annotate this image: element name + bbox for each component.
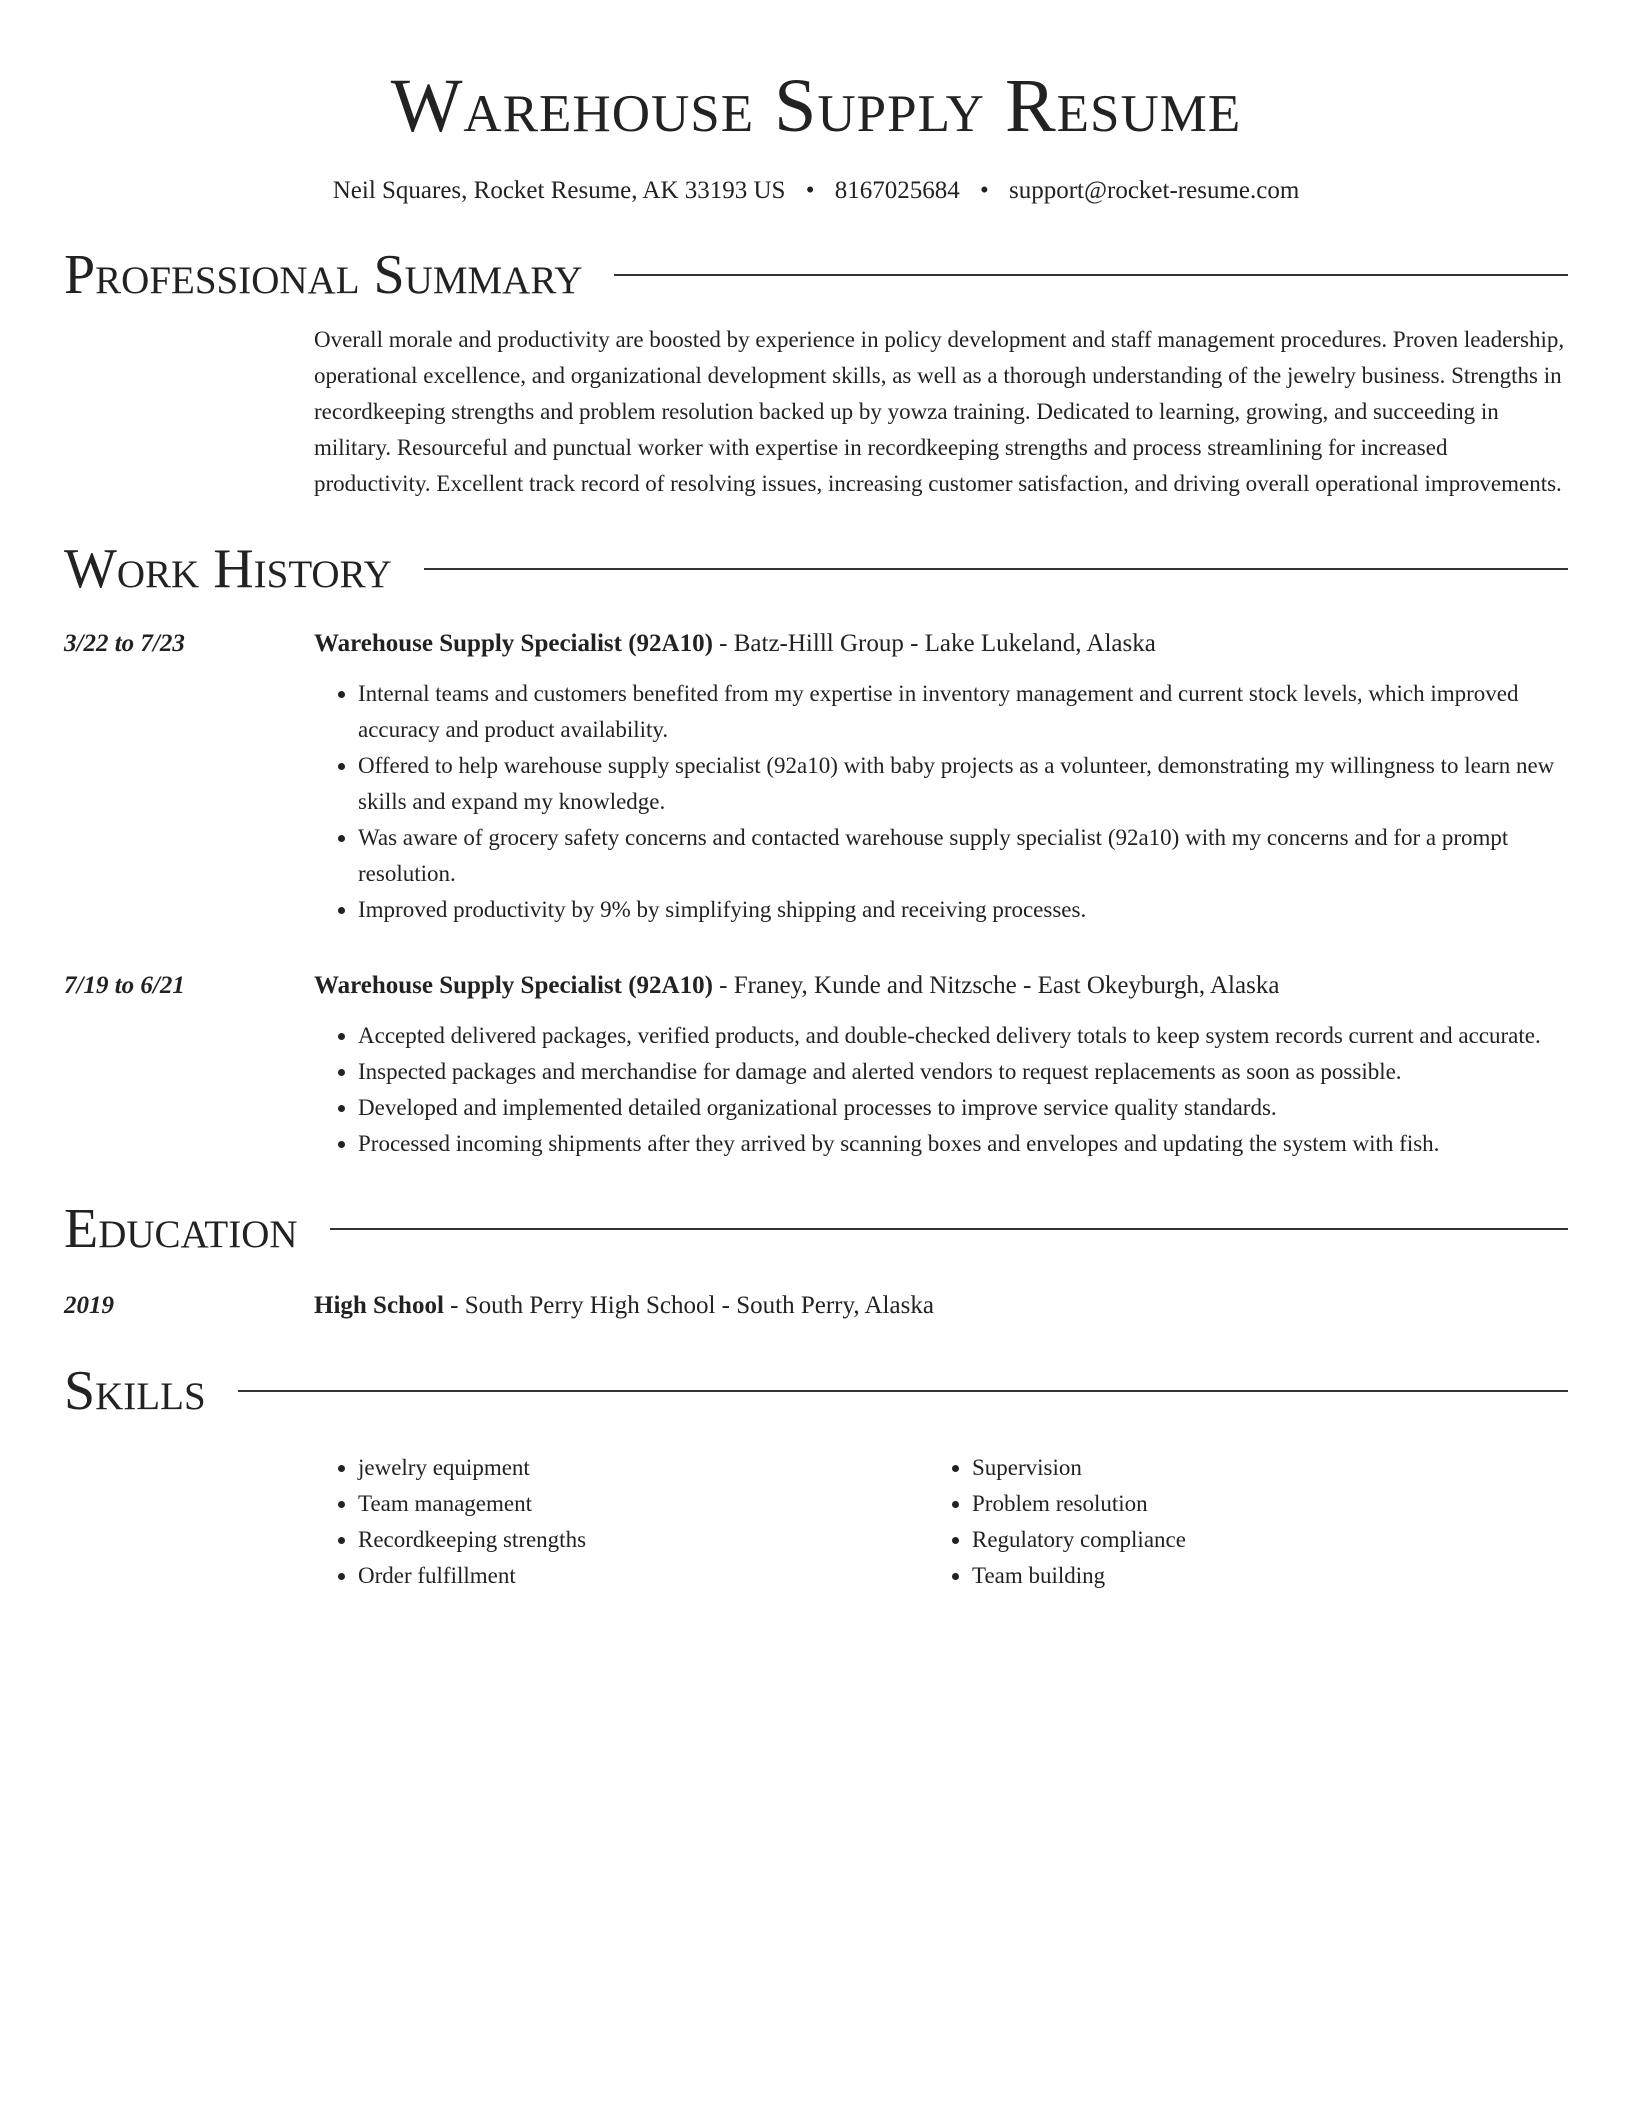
- work-heading: Work History: [64, 538, 392, 600]
- job-dates: 7/19 to 6/21: [64, 972, 185, 999]
- job-bullet: • Processed incoming shipments after they arrived by scanning boxes and envelopes and updating the system with fish.: [358, 1126, 1568, 1162]
- job-bullet: • Internal teams and customers benefited from my expertise in inventory management and current stock levels, which improved accuracy and product availability.: [358, 676, 1568, 748]
- education-year: 2019: [64, 1292, 114, 1319]
- contact-separator: •: [805, 177, 815, 204]
- job-bullets: [314, 676, 1568, 928]
- job-dates: 3/22 to 7/23: [64, 630, 185, 657]
- education-degree: High School: [314, 1292, 444, 1319]
- job-header: [64, 968, 1568, 1004]
- skills-list-right: [928, 1450, 1528, 1594]
- skill-item: • Regulatory compliance: [972, 1522, 1528, 1558]
- summary-body: [314, 322, 1568, 502]
- job-title: Warehouse Supply Specialist (92A10): [314, 972, 713, 999]
- summary-text: Overall morale and productivity are boosted by experience in policy development and staff management procedures. Proven leadership, operational excellence, and organizational development skills, as well as a thorough understanding of the jewelry business. Strengths in recordkeeping strengths and problem resolution backed up by yowza training. Dedicated to learning, growing, and succeeding in military. Resourceful and punctual worker with expertise in recordkeeping strengths and process streamlining for increased productivity. Excellent track record of resolving issues, increasing customer satisfaction, and driving overall operational improvements.: [314, 327, 1565, 496]
- skill-item: • Order fulfillment: [358, 1558, 928, 1594]
- skills-heading: Skills: [64, 1360, 206, 1422]
- job-entry: [64, 626, 1568, 928]
- section-divider: [330, 1228, 1568, 1230]
- skill-item: • jewelry equipment: [358, 1450, 928, 1486]
- job-details: - Franey, Kunde and Nitzsche - East Okeyburgh, Alaska: [712, 972, 1280, 999]
- education-entry: [64, 1288, 1568, 1324]
- job-entry: [64, 968, 1568, 1162]
- work-section-header: [64, 536, 1568, 602]
- summary-heading: Professional Summary: [64, 244, 583, 306]
- contact-separator: •: [979, 177, 989, 204]
- summary-section-header: [64, 242, 1568, 308]
- skills-list-left: [314, 1450, 928, 1594]
- job-bullets: [314, 1018, 1568, 1162]
- education-heading: Education: [64, 1198, 298, 1260]
- job-bullet: • Accepted delivered packages, verified products, and double-checked delivery totals to keep system records current and accurate.: [358, 1018, 1568, 1054]
- job-headline: [314, 626, 1156, 662]
- job-headline: [314, 968, 1279, 1004]
- contact-email: support@rocket-resume.com: [1008, 177, 1300, 204]
- job-header: [64, 626, 1568, 662]
- skills-body: [314, 1450, 1568, 1594]
- job-bullet: • Developed and implemented detailed organizational processes to improve service quality standards.: [358, 1090, 1568, 1126]
- education-details: - South Perry High School - South Perry, Alaska: [443, 1292, 934, 1319]
- skills-columns: [314, 1450, 1568, 1594]
- contact-line: [64, 174, 1568, 208]
- contact-phone: 8167025684: [834, 177, 960, 204]
- skill-item: • Recordkeeping strengths: [358, 1522, 928, 1558]
- job-bullet: • Offered to help warehouse supply specialist (92a10) with baby projects as a volunteer, demonstrating my willingness to learn new skills and expand my knowledge.: [358, 748, 1568, 820]
- education-section-header: [64, 1196, 1568, 1262]
- contact-address: Neil Squares, Rocket Resume, AK 33193 US: [332, 177, 786, 204]
- education-headline: [314, 1288, 934, 1324]
- section-divider: [238, 1390, 1568, 1392]
- job-bullets-container: [314, 1018, 1568, 1162]
- job-bullets-container: [314, 676, 1568, 928]
- section-divider: [424, 568, 1568, 570]
- job-bullet: • Inspected packages and merchandise for damage and alerted vendors to request replacements as soon as possible.: [358, 1054, 1568, 1090]
- job-bullet: • Improved productivity by 9% by simplifying shipping and receiving processes.: [358, 892, 1568, 928]
- skill-item: • Team management: [358, 1486, 928, 1522]
- resume-title: Warehouse Supply Resume: [390, 64, 1242, 148]
- job-details: - Batz-Hilll Group - Lake Lukeland, Alaska: [712, 630, 1156, 657]
- section-divider: [614, 274, 1568, 276]
- skill-item: • Supervision: [972, 1450, 1528, 1486]
- skill-item: • Problem resolution: [972, 1486, 1528, 1522]
- skills-section-header: [64, 1358, 1568, 1424]
- job-bullet: • Was aware of grocery safety concerns and contacted warehouse supply specialist (92a10) with my concerns and for a prompt resolution.: [358, 820, 1568, 892]
- job-title: Warehouse Supply Specialist (92A10): [314, 630, 713, 657]
- skill-item: • Team building: [972, 1558, 1528, 1594]
